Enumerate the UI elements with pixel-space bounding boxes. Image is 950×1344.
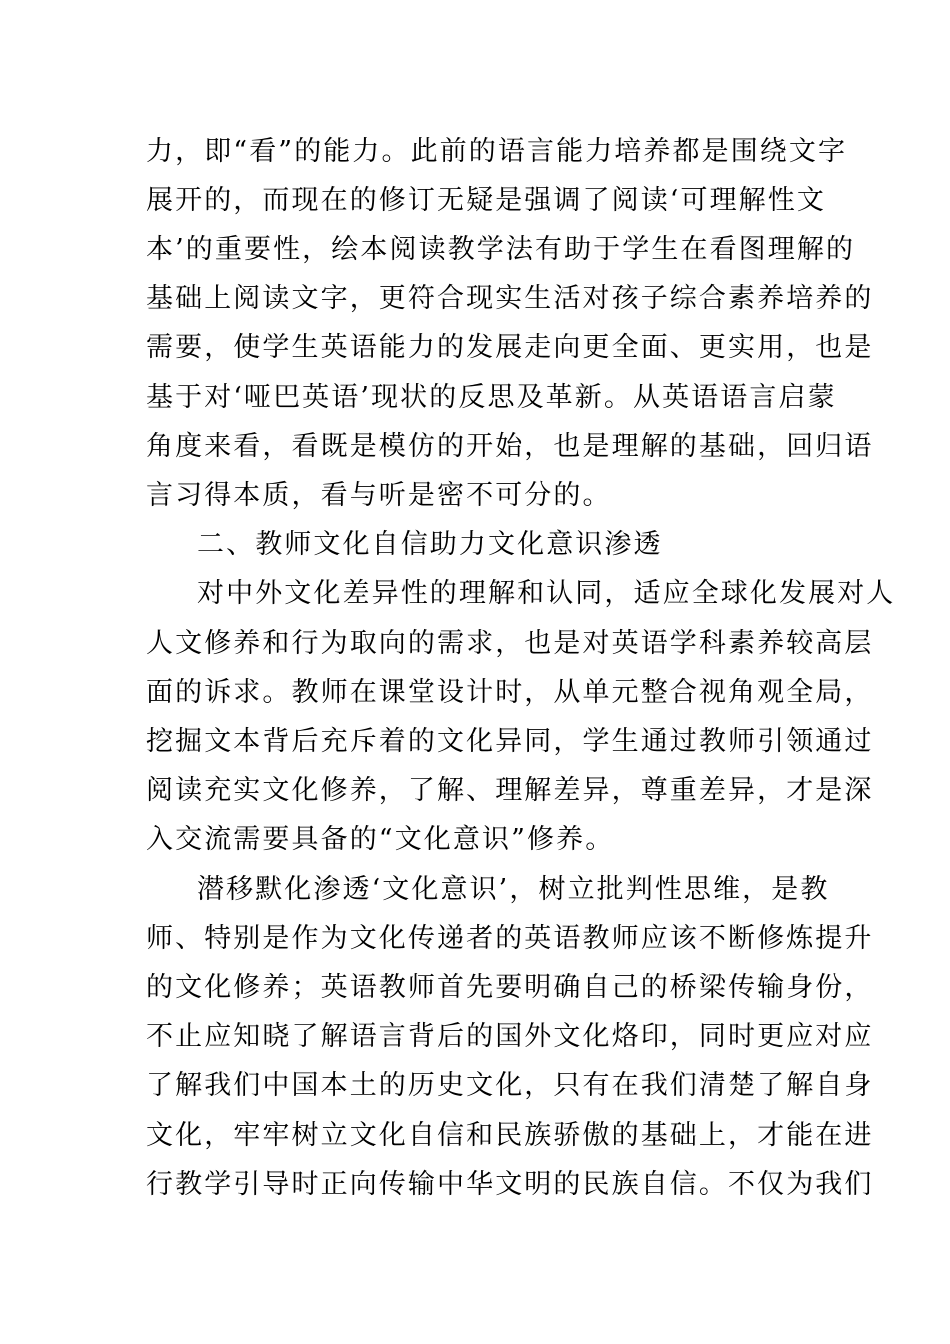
text-line: 挖掘文本背后充斥着的文化异同，学生通过教师引领通过 [146, 726, 874, 757]
text-line: 角度来看，看既是模仿的开始，也是理解的基础，回归语 [146, 431, 874, 462]
text-line: 需要，使学生英语能力的发展走向更全面、更实用，也是 [146, 332, 874, 363]
text-line: 文化，牢牢树立文化自信和民族骄傲的基础上，才能在进 [146, 1120, 874, 1151]
text-line: 对中外文化差异性的理解和认同，适应全球化发展对人 [197, 578, 896, 609]
text-line: 师、特别是作为文化传递者的英语教师应该不断修炼提升 [146, 923, 874, 954]
text-line: 基础上阅读文字，更符合现实生活对孩子综合素养培养的 [146, 283, 874, 314]
text-line: 了解我们中国本土的历史文化，只有在我们清楚了解自身 [146, 1070, 874, 1101]
text-line: 行教学引导时正向传输中华文明的民族自信。不仅为我们 [146, 1169, 874, 1200]
text-line: 阅读充实文化修养，了解、理解差异，尊重差异，才是深 [146, 775, 874, 806]
text-line: 的文化修养；英语教师首先要明确自己的桥梁传输身份， [146, 972, 874, 1003]
section-heading: 二、教师文化自信助力文化意识渗透 [197, 529, 663, 560]
text-line: 入交流需要具备的“文化意识”修养。 [146, 824, 615, 855]
text-line: 面的诉求。教师在课堂设计时，从单元整合视角观全局， [146, 677, 874, 708]
text-line: 不止应知晓了解语言背后的国外文化烙印，同时更应对应 [146, 1021, 874, 1052]
text-line: 人文修养和行为取向的需求，也是对英语学科素养较高层 [146, 628, 874, 659]
text-line: 展开的，而现在的修订无疑是强调了阅读‘可理解性文 [146, 185, 826, 216]
text-line: 言习得本质，看与听是密不可分的。 [146, 480, 612, 511]
text-line: 力，即“看”的能力。此前的语言能力培养都是围绕文字 [146, 136, 848, 167]
text-line: 基于对‘哑巴英语’现状的反思及革新。从英语语言启蒙 [146, 382, 837, 413]
text-line: 本’的重要性，绘本阅读教学法有助于学生在看图理解的 [146, 234, 856, 265]
text-line: 潜移默化渗透‘文化意识’，树立批判性思维，是教 [197, 874, 830, 905]
